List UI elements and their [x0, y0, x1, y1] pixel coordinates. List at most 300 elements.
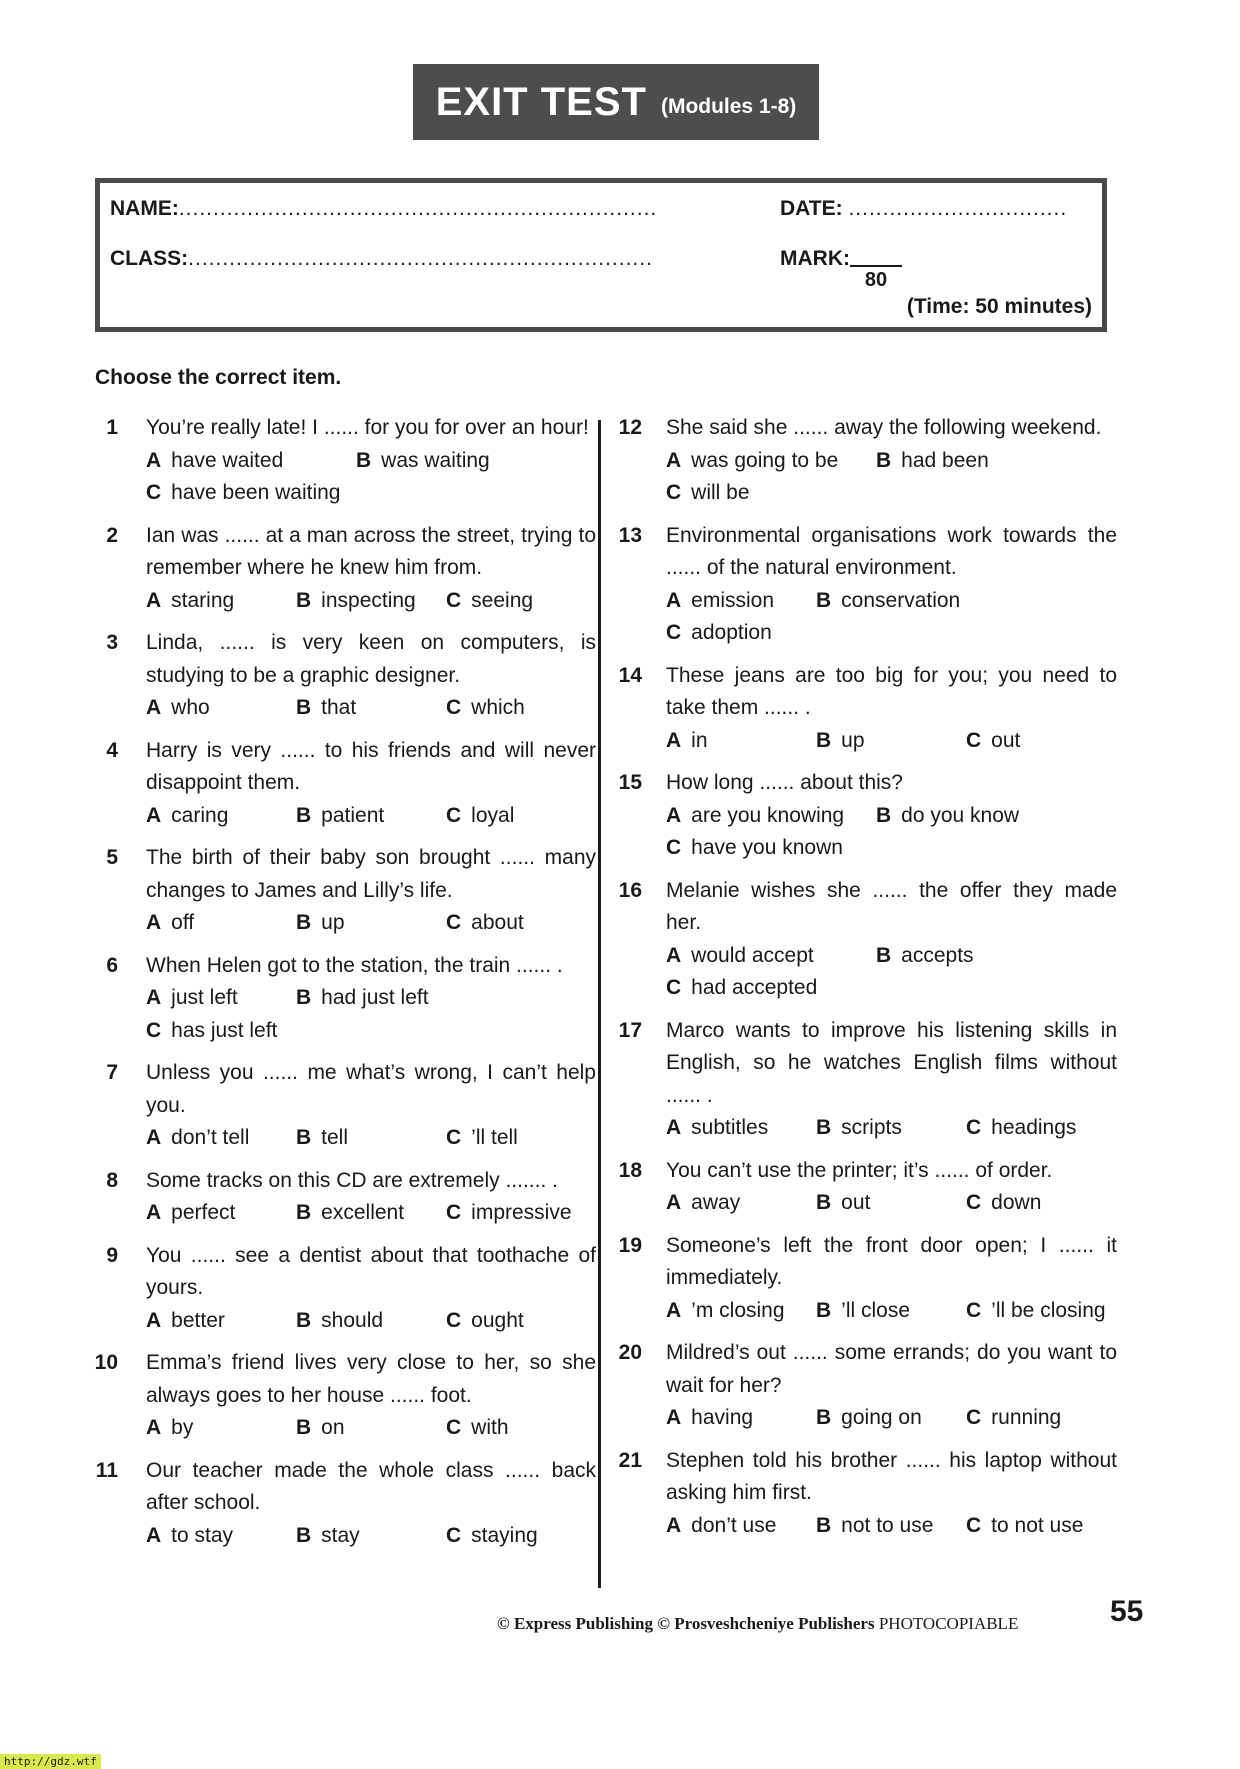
option-text: had accepted — [691, 976, 818, 999]
option-letter: C — [446, 1416, 462, 1439]
option-text: just left — [171, 986, 238, 1009]
option-text: should — [321, 1308, 384, 1332]
answer-options — [666, 940, 1117, 1005]
answer-option[interactable] — [666, 1295, 816, 1328]
option-text: perfect — [171, 1201, 236, 1224]
option-text: had been — [901, 448, 989, 472]
question-item — [92, 1455, 596, 1553]
option-text: don’t use — [691, 1513, 777, 1537]
option-letter: C — [666, 976, 682, 999]
answer-option[interactable] — [146, 1197, 296, 1230]
answer-option[interactable] — [296, 800, 446, 833]
option-letter: C — [966, 1513, 982, 1537]
option-text: tell — [321, 1126, 349, 1149]
option-text: staying — [471, 1523, 538, 1547]
page-number: 55 — [1110, 1595, 1144, 1628]
option-text: was waiting — [381, 448, 490, 472]
mark-fraction — [850, 253, 902, 292]
answer-options — [146, 1197, 596, 1230]
question-number: 13 — [618, 523, 642, 547]
answer-options — [666, 585, 1117, 650]
name-dots: ...................................................................... — [178, 197, 658, 220]
question-number: 6 — [106, 953, 118, 977]
question-number: 11 — [95, 1458, 118, 1482]
time-limit: (Time: 50 minutes) — [906, 295, 1092, 318]
option-letter: B — [296, 1308, 312, 1332]
question-text: Harry is very ...... to his friends and will never disappoint them. — [146, 738, 596, 794]
option-letter: A — [146, 1308, 162, 1332]
option-letter: A — [666, 1513, 682, 1537]
option-text: accepts — [901, 943, 974, 967]
question-text: Our teacher made the whole class ...... back after school. — [146, 1458, 596, 1514]
answer-option[interactable] — [146, 1015, 596, 1048]
date-dots: ................................ — [848, 197, 1068, 220]
option-letter: C — [446, 1523, 462, 1547]
answer-options — [666, 1295, 1117, 1328]
question-text: Melanie wishes she ...... the offer they made her. — [666, 878, 1117, 934]
question-item — [92, 1347, 596, 1445]
option-text: ’ll close — [841, 1298, 911, 1322]
option-text: seeing — [471, 588, 534, 612]
answer-option[interactable] — [446, 1520, 596, 1553]
date-label: DATE: — [780, 197, 843, 220]
answer-option[interactable] — [876, 800, 1086, 833]
answer-option[interactable] — [966, 725, 1116, 758]
answer-option[interactable] — [146, 1305, 296, 1338]
option-text: have been waiting — [171, 481, 341, 504]
answer-option[interactable] — [296, 1197, 446, 1230]
question-number: 5 — [106, 846, 118, 869]
footer-copyright — [497, 1614, 1018, 1634]
mark-field — [780, 247, 850, 271]
option-letter: C — [446, 911, 462, 934]
question-item — [92, 950, 596, 1048]
option-letter: C — [666, 481, 682, 504]
mark-label: MARK: — [780, 247, 850, 270]
option-letter: B — [296, 696, 312, 719]
photocopiable-text: PHOTOCOPIABLE — [878, 1614, 1019, 1633]
option-letter: B — [296, 588, 312, 612]
answer-option[interactable] — [816, 1112, 966, 1145]
option-letter: B — [876, 943, 892, 967]
answer-option[interactable] — [446, 800, 596, 833]
option-text: by — [171, 1416, 194, 1439]
option-text: staring — [171, 588, 235, 612]
answer-options — [146, 585, 596, 618]
answer-options — [146, 1520, 596, 1553]
answer-option[interactable] — [816, 1510, 966, 1543]
option-text: to stay — [171, 1523, 234, 1547]
option-letter: A — [146, 696, 162, 719]
answer-option[interactable] — [146, 1520, 296, 1553]
answer-option[interactable] — [146, 907, 296, 940]
question-item — [612, 660, 1117, 758]
answer-options — [146, 692, 596, 725]
answer-option[interactable] — [666, 800, 876, 833]
option-text: has just left — [171, 1018, 278, 1042]
option-letter: C — [146, 481, 162, 504]
option-text: headings — [991, 1116, 1077, 1139]
option-text: was going to be — [691, 448, 839, 472]
question-item — [612, 520, 1117, 650]
question-item — [92, 1165, 596, 1230]
question-number: 9 — [106, 1243, 118, 1267]
question-number: 4 — [106, 738, 118, 762]
answer-option[interactable] — [446, 1122, 596, 1155]
question-item — [92, 842, 596, 940]
question-text: Emma’s friend lives very close to her, so she always goes to her house ...... foot. — [146, 1351, 596, 1407]
question-item — [92, 627, 596, 725]
answer-options — [666, 1510, 1117, 1543]
answer-option[interactable] — [146, 692, 296, 725]
option-letter: B — [296, 1126, 312, 1149]
option-letter: B — [816, 588, 832, 612]
question-item — [612, 1230, 1117, 1328]
answer-option[interactable] — [966, 1187, 1116, 1220]
option-letter: C — [446, 588, 462, 612]
option-letter: B — [816, 728, 832, 752]
class-dots: .................................................................... — [188, 247, 653, 270]
option-letter: A — [146, 803, 162, 827]
option-letter: A — [146, 1416, 162, 1439]
answer-option[interactable] — [296, 907, 446, 940]
answer-options — [666, 1187, 1117, 1220]
option-letter: A — [666, 1116, 682, 1139]
option-letter: A — [666, 1298, 682, 1322]
answer-option[interactable] — [146, 445, 356, 478]
option-text: have you known — [691, 836, 843, 859]
answer-options — [146, 907, 596, 940]
answer-option[interactable] — [666, 1510, 816, 1543]
question-text: She said she ...... away the following weekend. — [666, 416, 1102, 439]
answer-option[interactable] — [666, 445, 876, 478]
answer-option[interactable] — [296, 1412, 446, 1445]
option-letter: B — [816, 1191, 832, 1214]
question-number: 8 — [106, 1168, 118, 1192]
option-letter: A — [666, 1191, 682, 1214]
answer-option[interactable] — [146, 800, 296, 833]
option-text: will be — [691, 481, 750, 504]
question-text: The birth of their baby son brought ...... many changes to James and Lilly’s life. — [146, 846, 596, 902]
answer-options — [146, 1122, 596, 1155]
option-text: that — [321, 696, 357, 719]
option-text: about — [471, 911, 524, 934]
answer-option[interactable] — [666, 832, 1117, 865]
option-text: who — [171, 696, 210, 719]
question-item — [612, 767, 1117, 865]
option-text: would accept — [691, 943, 814, 967]
answer-option[interactable] — [146, 1412, 296, 1445]
answer-options — [146, 445, 596, 510]
option-text: inspecting — [321, 588, 416, 612]
answer-option[interactable] — [146, 585, 296, 618]
question-number: 2 — [106, 523, 118, 547]
answer-option[interactable] — [966, 1112, 1116, 1145]
option-text: adoption — [691, 621, 772, 644]
option-text: on — [321, 1416, 345, 1439]
question-text: When Helen got to the station, the train ...... . — [146, 953, 563, 977]
answer-option[interactable] — [666, 940, 876, 973]
question-text: Unless you ...... me what’s wrong, I can’t help you. — [146, 1061, 596, 1117]
question-item — [612, 1445, 1117, 1543]
answer-option[interactable] — [296, 1520, 446, 1553]
answer-option[interactable] — [876, 940, 1086, 973]
answer-option[interactable] — [146, 1122, 296, 1155]
option-letter: B — [876, 803, 892, 827]
instruction: Choose the correct item. — [95, 366, 342, 389]
option-letter: C — [966, 728, 982, 752]
option-text: having — [691, 1406, 754, 1429]
question-item — [612, 875, 1117, 1005]
question-text: Someone’s left the front door open; I ...... it immediately. — [666, 1233, 1117, 1289]
name-field[interactable] — [110, 197, 657, 221]
mark-line — [850, 265, 902, 267]
answer-option[interactable] — [966, 1510, 1116, 1543]
option-text: which — [471, 696, 525, 719]
question-text: Some tracks on this CD are extremely ....... . — [146, 1168, 558, 1192]
question-text: Linda, ...... is very keen on computers, is studying to be a graphic designer. — [146, 631, 596, 687]
answer-option[interactable] — [966, 1295, 1116, 1328]
option-letter: C — [446, 803, 462, 827]
option-text: up — [321, 911, 345, 934]
option-text: running — [991, 1406, 1062, 1429]
option-text: to not use — [991, 1513, 1084, 1537]
answer-option[interactable] — [446, 1412, 596, 1445]
answer-option[interactable] — [296, 585, 446, 618]
answer-option[interactable] — [296, 1122, 446, 1155]
page-title: EXIT TEST — [435, 79, 647, 124]
option-letter: A — [146, 1523, 162, 1547]
title-banner — [413, 64, 819, 140]
answer-option[interactable] — [876, 445, 1086, 478]
option-letter: A — [666, 588, 682, 612]
option-text: are you knowing — [691, 803, 845, 827]
question-number: 14 — [618, 663, 642, 687]
question-number: 12 — [618, 416, 642, 439]
answer-option[interactable] — [666, 725, 816, 758]
option-text: off — [171, 911, 195, 934]
option-text: going on — [841, 1406, 922, 1429]
answer-options — [666, 445, 1117, 510]
question-text: How long ...... about this? — [666, 771, 903, 794]
question-number: 16 — [618, 878, 642, 902]
option-letter: C — [666, 836, 682, 859]
option-letter: A — [146, 1126, 162, 1149]
mark-denominator: 80 — [864, 269, 888, 291]
watermark-link[interactable]: http://gdz.wtf — [0, 1754, 101, 1769]
option-text: excellent — [321, 1201, 405, 1224]
question-number: 15 — [618, 771, 642, 794]
question-number: 18 — [618, 1158, 642, 1182]
option-letter: C — [966, 1406, 982, 1429]
option-text: better — [171, 1308, 225, 1332]
question-text: Ian was ...... at a man across the street, trying to remember where he knew him from. — [146, 523, 596, 579]
answer-option[interactable] — [666, 1402, 816, 1435]
option-text: don’t tell — [171, 1126, 250, 1149]
page-subtitle: (Modules 1-8) — [660, 95, 797, 118]
answer-options — [666, 1112, 1117, 1145]
option-text: ’ll be closing — [991, 1298, 1106, 1322]
option-letter: C — [446, 1308, 462, 1332]
answer-options — [666, 1402, 1117, 1435]
option-letter: C — [966, 1298, 982, 1322]
answer-options — [666, 725, 1117, 758]
question-item — [92, 520, 596, 618]
option-letter: A — [666, 803, 682, 827]
answer-option[interactable] — [816, 585, 1026, 618]
option-letter: C — [446, 1126, 462, 1149]
answer-option[interactable] — [296, 1305, 446, 1338]
question-item — [612, 1015, 1117, 1145]
question-item — [92, 1057, 596, 1155]
question-number: 19 — [618, 1233, 642, 1257]
option-text: impressive — [471, 1201, 572, 1224]
option-text: conservation — [841, 588, 961, 612]
question-text: Marco wants to improve his listening skills in English, so he watches English films without ...... . — [666, 1018, 1117, 1107]
question-text: These jeans are too big for you; you need to take them ...... . — [666, 663, 1117, 719]
class-field[interactable] — [110, 247, 653, 271]
question-text: You can’t use the printer; it’s ...... of order. — [666, 1158, 1053, 1182]
answer-option[interactable] — [446, 1305, 596, 1338]
option-letter: B — [296, 986, 312, 1009]
question-item — [612, 1337, 1117, 1435]
option-text: emission — [691, 588, 775, 612]
option-letter: A — [146, 911, 162, 934]
answer-options — [146, 800, 596, 833]
option-text: ought — [471, 1308, 524, 1332]
answer-option[interactable] — [446, 1197, 596, 1230]
option-letter: B — [876, 448, 892, 472]
question-number: 10 — [94, 1351, 118, 1374]
option-letter: A — [146, 1201, 162, 1224]
option-letter: B — [816, 1116, 832, 1139]
question-number: 7 — [106, 1061, 118, 1084]
answer-option[interactable] — [666, 1187, 816, 1220]
answer-option[interactable] — [816, 1187, 966, 1220]
option-text: with — [471, 1416, 509, 1439]
option-text: stay — [321, 1523, 360, 1547]
question-number: 20 — [618, 1341, 642, 1364]
answer-options — [146, 1305, 596, 1338]
question-item — [92, 412, 596, 510]
option-text: patient — [321, 803, 385, 827]
answer-option[interactable] — [816, 725, 966, 758]
question-item — [612, 1155, 1117, 1220]
option-letter: A — [666, 943, 682, 967]
option-text: away — [691, 1191, 741, 1214]
option-text: ’ll tell — [471, 1126, 518, 1149]
option-text: scripts — [841, 1116, 902, 1139]
answer-option[interactable] — [666, 1112, 816, 1145]
option-letter: B — [816, 1298, 832, 1322]
option-letter: A — [666, 448, 682, 472]
option-letter: A — [666, 728, 682, 752]
option-letter: B — [296, 1416, 312, 1439]
option-letter: C — [666, 621, 682, 644]
option-letter: C — [966, 1191, 982, 1214]
option-letter: B — [296, 1523, 312, 1547]
question-number: 1 — [106, 416, 118, 439]
question-number: 17 — [618, 1018, 642, 1042]
question-text: You’re really late! I ...... for you for over an hour! — [146, 416, 589, 439]
answer-option[interactable] — [816, 1402, 966, 1435]
answer-options — [666, 800, 1117, 865]
option-text: in — [691, 728, 708, 752]
class-label: CLASS: — [110, 247, 189, 270]
question-item — [92, 1240, 596, 1338]
question-text: Environmental organisations work towards the ...... of the natural environment. — [666, 523, 1117, 579]
option-letter: C — [146, 1018, 162, 1042]
answer-option[interactable] — [296, 982, 506, 1015]
option-letter: C — [446, 1201, 462, 1224]
option-letter: B — [296, 803, 312, 827]
answer-options — [146, 1412, 596, 1445]
answer-option[interactable] — [816, 1295, 966, 1328]
answer-option[interactable] — [356, 445, 566, 478]
question-item — [612, 412, 1117, 510]
option-text: down — [991, 1191, 1042, 1214]
question-item — [92, 735, 596, 833]
column-divider — [598, 420, 601, 1588]
question-text: Mildred’s out ...... some errands; do you want to wait for her? — [666, 1341, 1117, 1397]
question-number: 21 — [618, 1448, 642, 1472]
answer-option[interactable] — [666, 585, 816, 618]
answer-option[interactable] — [666, 617, 1117, 650]
option-letter: C — [446, 696, 462, 719]
option-letter: C — [966, 1116, 982, 1139]
option-text: out — [841, 1191, 871, 1214]
option-text: ’m closing — [691, 1298, 785, 1322]
option-text: up — [841, 728, 865, 752]
student-info-box — [95, 178, 1107, 332]
option-text: loyal — [471, 803, 515, 827]
question-number: 3 — [106, 631, 118, 654]
answer-option[interactable] — [446, 585, 596, 618]
option-letter: A — [666, 1406, 682, 1429]
question-text: Stephen told his brother ...... his laptop without asking him first. — [666, 1448, 1117, 1504]
answer-option[interactable] — [666, 477, 1117, 510]
option-letter: B — [296, 911, 312, 934]
option-text: had just left — [321, 986, 429, 1009]
option-text: do you know — [901, 803, 1020, 827]
answer-options — [146, 982, 596, 1047]
copyright-text: © Express Publishing © Prosveshcheniye Publishers — [497, 1614, 875, 1633]
questions-left-column — [92, 412, 596, 1562]
name-label: NAME: — [110, 197, 179, 220]
questions-right-column — [612, 412, 1117, 1552]
answer-option[interactable] — [296, 692, 446, 725]
answer-option[interactable] — [966, 1402, 1116, 1435]
answer-option[interactable] — [146, 477, 596, 510]
option-text: caring — [171, 803, 229, 827]
answer-option[interactable] — [446, 692, 596, 725]
date-field[interactable] — [780, 197, 1067, 221]
question-text: You ...... see a dentist about that toothache of yours. — [146, 1243, 596, 1299]
option-letter: B — [816, 1406, 832, 1429]
option-letter: A — [146, 448, 162, 472]
option-letter: B — [296, 1201, 312, 1224]
answer-option[interactable] — [446, 907, 596, 940]
answer-option[interactable] — [146, 982, 296, 1015]
option-text: subtitles — [691, 1116, 769, 1139]
option-text: out — [991, 728, 1021, 752]
option-text: have waited — [171, 448, 284, 472]
option-letter: B — [356, 448, 372, 472]
option-letter: B — [816, 1513, 832, 1537]
answer-option[interactable] — [666, 972, 1117, 1005]
option-text: not to use — [841, 1513, 934, 1537]
option-letter: A — [146, 986, 162, 1009]
